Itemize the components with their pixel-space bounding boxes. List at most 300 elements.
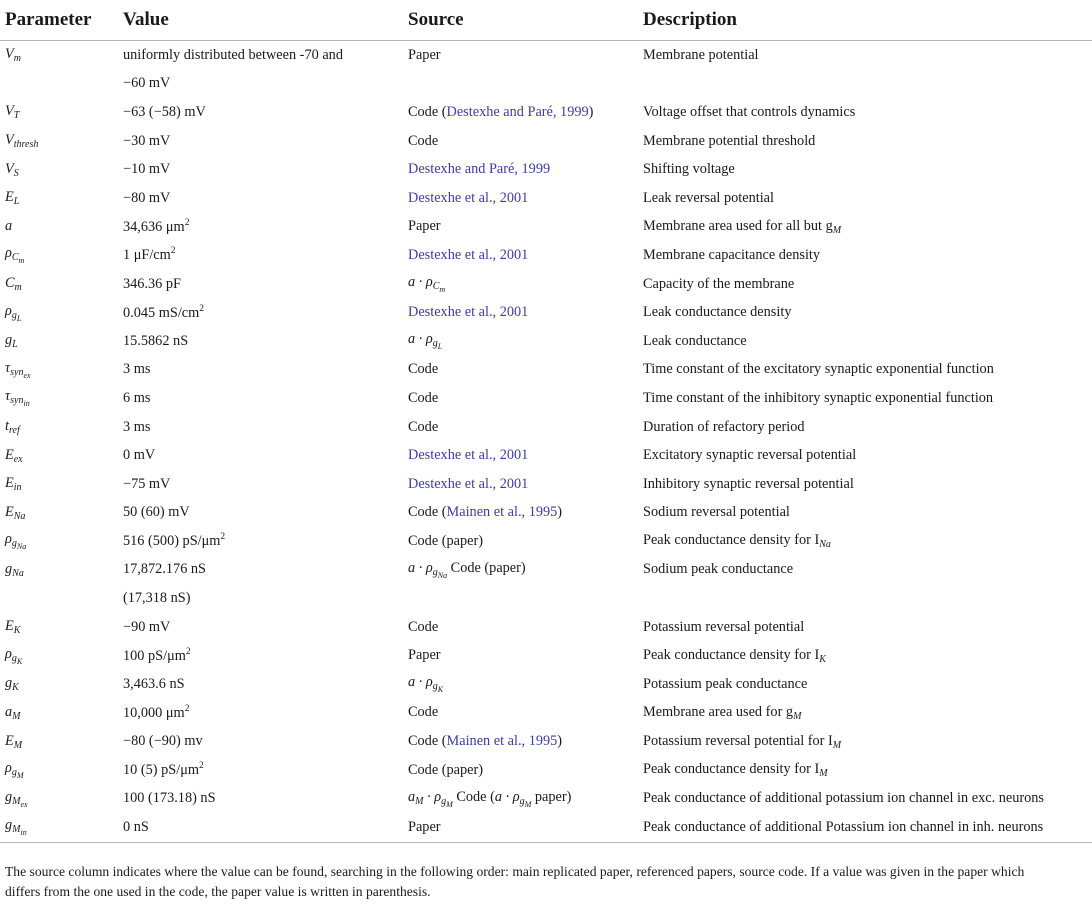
value-superscript: 2 [185,646,191,657]
symbol-base: g [5,560,13,577]
symbol-base: ρ [5,245,12,262]
symbol-base: g [5,332,13,349]
cell-empty [0,70,118,99]
cell-source [403,241,638,270]
parameter-symbol [5,475,22,494]
cell-source [403,356,638,385]
cell-value [118,270,403,299]
value-superscript: 2 [184,217,190,228]
source-prefix: Code ( [408,103,447,120]
description-text: Leak conductance [643,332,747,349]
table-row [0,784,1092,813]
description-subscript: M [793,710,802,722]
cell-value [118,356,403,385]
cell-empty [403,584,638,613]
source-formula [408,559,448,580]
symbol-subscript: Mex [12,795,28,809]
symbol-base: τ [5,359,11,376]
cell-source [403,213,638,242]
table-row [0,556,1092,585]
symbol-sub-subscript: ex [23,370,31,380]
cell-value [118,499,403,528]
table-row [0,641,1092,670]
table-row-continuation [0,70,1092,99]
symbol-base: g [5,788,13,805]
parameter-symbol [5,447,23,463]
value-text: 34,636 μm [123,218,185,235]
symbol-base: E [5,732,14,749]
cell-description [638,384,1092,413]
parameter-symbol [5,817,27,838]
symbol-base: V [5,132,14,149]
symbol-subscript: in [13,482,22,494]
cell-description [638,213,1092,242]
value-text: 516 (500) pS/μm [123,533,221,550]
cell-parameter [0,327,118,356]
cell-source [403,699,638,728]
description-text: Time constant of the inhibitory synaptic exponential function [643,389,994,406]
symbol-base: V [5,103,14,120]
cell-source [403,556,638,585]
cell-parameter [0,727,118,756]
source-text: Paper [408,218,441,235]
description-text: Membrane area used for all but g [643,217,833,234]
description-text: Potassium reversal potential [643,618,805,635]
symbol-sub-subscript: Na [16,542,27,552]
cell-description [638,470,1092,499]
table-body [0,41,1092,843]
parameter-symbol [5,46,21,65]
formula-sub-subscript: Na [437,570,448,580]
cell-source [403,813,638,842]
cell-value [118,127,403,156]
symbol-base: E [5,618,14,635]
source-citation-link: Destexhe and Paré, 1999 [408,161,551,178]
cell-source [403,41,638,70]
source-prefix: Code ( [408,504,447,521]
description-text: Shifting voltage [643,161,735,178]
cell-parameter [0,470,118,499]
cell-value [118,98,403,127]
symbol-subscript: gK [11,652,23,666]
cell-value [118,784,403,813]
parameter-symbol [5,618,21,637]
cell-parameter [0,270,118,299]
cell-parameter [0,699,118,728]
symbol-subscript: M [12,710,21,722]
cell-source [403,670,638,699]
table-row [0,327,1092,356]
table-row [0,670,1092,699]
cell-description [638,556,1092,585]
parameter-symbol [5,561,24,577]
description-text: Peak conductance density for I [643,532,820,549]
formula-base: a · ρ [408,559,433,576]
formula-complex-tail: paper) [531,788,572,805]
table-row [0,41,1092,70]
cell-value [118,213,403,242]
table-row [0,756,1092,785]
source-prefix: Code ( [408,733,447,750]
value-text: 50 (60) mV [123,504,190,521]
cell-source [403,441,638,470]
cell-value [118,155,403,184]
cell-description [638,327,1092,356]
footnote-line-2: differs from the one used in the code, the paper value is written in parenthesis. [5,884,431,899]
value-text: 100 pS/μm [123,647,186,664]
description-text: Sodium reversal potential [643,504,790,521]
symbol-base: C [5,275,15,292]
source-formula [408,674,444,695]
cell-source [403,756,638,785]
description-text: Time constant of the excitatory synaptic exponential function [643,361,994,378]
description-text: Peak conductance of additional potassium ion channel in exc. neurons [643,790,1044,807]
symbol-base: τ [5,388,11,405]
cell-parameter [0,155,118,184]
table-row [0,441,1092,470]
symbol-subscript: m [14,282,22,294]
cell-description [638,155,1092,184]
cell-source [403,384,638,413]
cell-value [118,441,403,470]
cell-description [638,41,1092,70]
symbol-subscript: Na [12,567,24,579]
parameter-symbol [5,189,20,208]
description-subscript: M [832,224,842,236]
symbol-base: E [5,475,14,492]
value-superscript: 2 [198,761,204,772]
parameter-symbol [5,332,18,351]
symbol-subscript: Min [12,824,27,838]
symbol-subscript: synin [10,395,30,409]
cell-source [403,413,638,442]
parameter-symbol [5,733,22,749]
formula-subscript: gK [432,681,444,695]
value-text: 10 (5) pS/μm [123,762,199,779]
symbol-sub-subscript: ex [20,799,28,809]
cell-parameter [0,127,118,156]
table-row [0,527,1092,556]
value-text: 346.36 pF [123,275,181,292]
parameter-symbol [5,218,12,234]
value-text: 0 mV [123,447,156,464]
cell-value [118,184,403,213]
parameter-symbol [5,645,23,666]
symbol-subscript: gNa [11,538,27,552]
table-footnote [5,862,1087,902]
formula-base: a · ρ [408,331,433,348]
description-text: Inhibitory synaptic reversal potential [643,475,854,492]
value-text: 3 ms [123,361,151,378]
cell-description [638,527,1092,556]
cell-parameter [0,784,118,813]
symbol-base: E [5,503,14,520]
formula-sub-subscript: K [437,685,444,695]
table-row [0,613,1092,642]
value-text: −90 mV [123,618,171,635]
source-citation-link: Destexhe et al., 2001 [408,304,529,321]
source-citation-link: Destexhe et al., 2001 [408,246,529,263]
parameter-symbol [5,132,39,151]
cell-description [638,613,1092,642]
cell-value [118,241,403,270]
value-text: 3,463.6 nS [123,675,185,692]
cell-source [403,727,638,756]
cell-description [638,699,1092,728]
table-row [0,241,1092,270]
description-text: Membrane capacitance density [643,246,821,263]
parameter-symbol [5,275,22,294]
value-text: −80 mV [123,189,171,206]
cell-parameter [0,813,118,842]
value-text: 1 μF/cm [123,247,171,264]
formula-base: a · ρ [408,674,433,691]
symbol-base: V [5,160,14,177]
value-text: −63 (−58) mV [123,103,206,120]
cell-description [638,727,1092,756]
cell-description [638,641,1092,670]
source-text: Paper [408,46,441,63]
description-text: Potassium reversal potential for I [643,732,833,749]
cell-source [403,98,638,127]
table-row [0,213,1092,242]
value-text: −30 mV [123,132,171,149]
symbol-base: E [5,189,14,206]
symbol-subscript: Cm [11,252,25,266]
description-text: Leak conductance density [643,304,792,321]
table-row [0,470,1092,499]
cell-parameter [0,641,118,670]
table-row [0,270,1092,299]
parameter-symbol [5,388,30,409]
description-subscript: M [819,768,828,780]
cell-value [118,613,403,642]
parameter-symbol [5,788,28,809]
table-row [0,699,1092,728]
symbol-base: ρ [5,302,12,319]
cell-parameter [0,670,118,699]
parameter-symbol [5,704,21,720]
cell-parameter [0,441,118,470]
cell-parameter [0,613,118,642]
value-text: 100 (173.18) nS [123,790,216,807]
symbol-base: g [5,817,13,834]
source-text: Code (paper) [408,761,484,778]
header-value: Value [118,0,403,41]
cell-source [403,270,638,299]
table-row [0,98,1092,127]
symbol-base: a [5,703,13,720]
description-text: Peak conductance of additional Potassium ion channel in inh. neurons [643,818,1044,835]
source-text: Code [408,132,439,149]
symbol-subscript: Na [13,510,26,522]
table-row [0,298,1092,327]
description-text: Membrane area used for g [643,703,794,720]
cell-description [638,413,1092,442]
formula-subscript: gL [432,338,443,352]
cell-description [638,499,1092,528]
cell-parameter [0,384,118,413]
cell-parameter [0,241,118,270]
description-subscript: K [819,653,826,665]
table-row [0,184,1092,213]
symbol-subscript: L [12,339,18,351]
parameter-symbol [5,302,22,323]
cell-value [118,327,403,356]
parameter-symbol [5,504,25,520]
header-description: Description [638,0,1092,41]
table-row [0,813,1092,842]
source-text: Code [408,418,439,435]
cell-value [118,727,403,756]
table-row [0,499,1092,528]
cell-parameter [0,213,118,242]
cell-empty [638,584,1092,613]
description-text: Sodium peak conductance [643,561,794,578]
table-row-continuation [0,584,1092,613]
cell-value [118,298,403,327]
source-text: Paper [408,647,441,664]
symbol-base: ρ [5,645,12,662]
symbol-subscript: gL [11,309,22,323]
value-text: 3 ms [123,418,151,435]
source-text: Code [408,389,439,406]
table-row [0,155,1092,184]
source-citation-link: Destexhe et al., 2001 [408,447,529,464]
source-text: Code [408,704,439,721]
cell-value-continued: −60 mV [123,75,171,92]
table-header-row [0,0,1092,41]
symbol-base: ρ [5,760,12,777]
formula-complex: $a_M \cdot \rho_{g_M}$ [408,788,453,809]
symbol-sub-subscript: in [20,828,27,838]
symbol-base: t [5,418,9,435]
description-subscript: M [832,739,842,751]
parameter-symbol [5,161,19,177]
symbol-subscript: T [13,110,20,122]
cell-parameter [0,356,118,385]
cell-description [638,98,1092,127]
table-row [0,413,1092,442]
value-text: 0 nS [123,818,149,835]
source-formula [408,274,446,295]
symbol-subscript: ex [13,453,23,465]
source-citation-link: Destexhe et al., 2001 [408,475,529,492]
description-text: Potassium peak conductance [643,675,808,692]
cell-parameter [0,184,118,213]
cell-value [118,556,403,585]
source-citation-link: Destexhe et al., 2001 [408,189,529,206]
parameter-symbol [5,675,19,694]
formula-complex-code: Code ( [452,788,495,805]
header-source: Source [403,0,638,41]
description-text: Membrane potential [643,46,759,63]
description-text: Membrane potential threshold [643,132,816,149]
cell-value [118,813,403,842]
formula-subscript: gNa [432,566,448,580]
header-parameter: Parameter [0,0,118,41]
cell-source [403,327,638,356]
description-text: Excitatory synaptic reversal potential [643,447,857,464]
parameter-symbol [5,418,20,437]
source-text: Code (paper) [408,532,484,549]
cell-parameter [0,556,118,585]
symbol-base: E [5,446,14,463]
source-citation-link: Mainen et al., 1995 [446,733,558,750]
cell-description [638,184,1092,213]
cell-description [638,784,1092,813]
symbol-subscript: m [13,53,21,65]
cell-description [638,298,1092,327]
source-suffix: ) [588,103,594,120]
cell-source [403,155,638,184]
symbol-subscript: gM [11,767,24,781]
formula-complex-paper: $a \cdot \rho_{g_M}$ [494,788,532,809]
cell-value [118,41,403,70]
cell-empty [403,70,638,99]
symbol-sub-subscript: M [16,771,24,781]
description-text: Voltage offset that controls dynamics [643,103,856,120]
source-text: Code [408,361,439,378]
description-text: Capacity of the membrane [643,275,795,292]
symbol-base: ρ [5,531,12,548]
source-citation-link: Mainen et al., 1995 [446,504,558,521]
symbol-base: V [5,46,14,63]
cell-source [403,499,638,528]
value-superscript: 2 [184,703,190,714]
cell-description [638,241,1092,270]
value-text: −80 (−90) mv [123,733,203,750]
symbol-subscript: S [13,167,19,179]
cell-parameter [0,298,118,327]
formula-sub-subscript: L [437,342,443,352]
cell-parameter [0,41,118,70]
value-text: −10 mV [123,161,171,178]
cell-value-continued: (17,318 nS) [123,590,191,607]
value-text: 0.045 mS/cm [123,304,200,321]
description-subscript: Na [819,539,831,551]
footnote-line-1: The source column indicates where the value can be found, searching in the following order: main replicated paper, referenced papers, source code. If a value was given in the paper which [5,864,1025,879]
cell-parameter [0,98,118,127]
description-text: Peak conductance density for I [643,761,820,778]
symbol-base: g [5,675,13,692]
cell-value [118,384,403,413]
cell-value [118,527,403,556]
source-formula [408,331,443,352]
cell-source [403,470,638,499]
cell-source [403,641,638,670]
source-text: Code [408,618,439,635]
source-citation-link: Destexhe and Paré, 1999 [446,103,589,120]
value-text: 10,000 μm [123,704,185,721]
cell-value [118,641,403,670]
formula-subscript: Cm [432,281,446,295]
symbol-subscript: synex [10,366,31,380]
cell-parameter [0,413,118,442]
cell-description [638,813,1092,842]
value-text: 15.5862 nS [123,332,189,349]
cell-value [118,670,403,699]
source-suffix: ) [557,733,563,750]
parameter-symbol [5,359,31,380]
parameter-symbol [5,245,25,266]
symbol-subscript: thresh [13,139,39,151]
cell-empty [0,584,118,613]
cell-source [403,298,638,327]
cell-source-formula [403,784,638,813]
symbol-subscript: L [13,196,20,208]
symbol-sub-subscript: in [23,399,30,409]
